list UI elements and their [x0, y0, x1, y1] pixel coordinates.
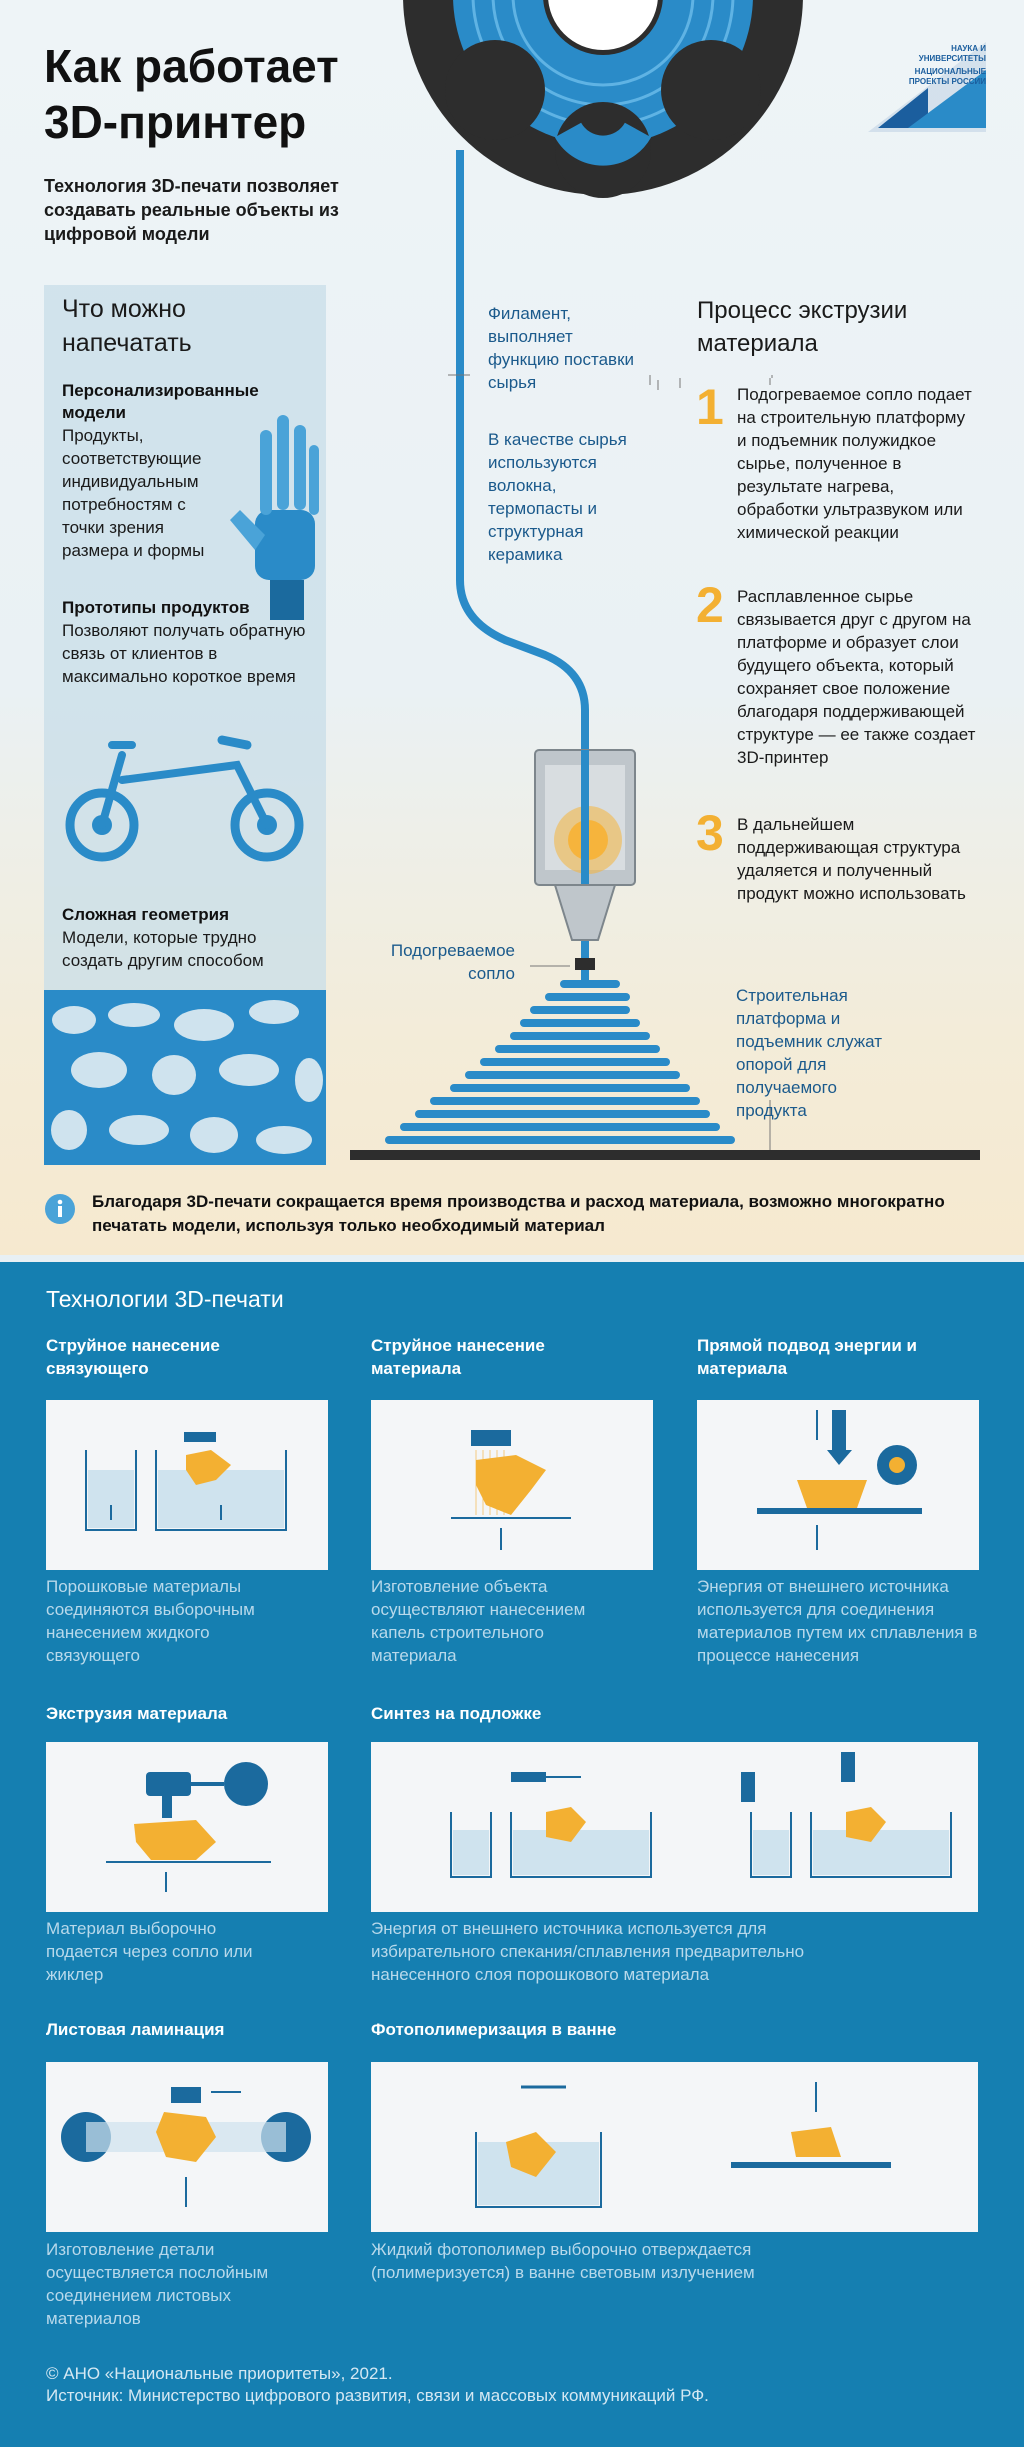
powder-bed-fusion-diagram	[371, 1742, 978, 1912]
page-title: Как работает 3D-принтер	[44, 40, 339, 148]
logo-line-1: НАУКА И УНИВЕРСИТЕТЫ	[918, 44, 986, 63]
tech-desc-1: Порошковые материалы соединяются выборочным нанесением жидкого связующего	[46, 1577, 255, 1665]
tech-desc-7: Жидкий фотополимер выборочно отверждается (полимеризуется) в ванне световым излучением	[371, 2240, 755, 2282]
binder-jetting-diagram	[46, 1400, 328, 1570]
printable-text: Позволяют получать обратную связь от клиентов в максимально короткое время	[62, 621, 306, 686]
tech-title-3: Прямой подвод энергии и материала	[697, 1336, 917, 1378]
tech-title-4: Экструзия материала	[46, 1704, 228, 1723]
step-number: 2	[696, 577, 724, 633]
printable-item-3	[62, 904, 317, 972]
step-number: 1	[696, 379, 724, 435]
material-jetting-diagram	[371, 1400, 653, 1570]
tech-desc-4: Материал выборочно подается через сопло или жиклер	[46, 1919, 253, 1984]
footer	[46, 2363, 1006, 2407]
materials-label: В качестве сырья используются волокна, термопасты и структурная керамика	[488, 430, 627, 564]
tech-desc-5: Энергия от внешнего источника используется для избирательного спекания/сплавления предварительно нанесенного слоя порошкового материала	[371, 1919, 805, 1984]
tech-desc-2: Изготовление объекта осуществляют нанесением капель строительного материала	[371, 1577, 586, 1665]
tech-card-6	[46, 2062, 328, 2232]
printable-heading: Прототипы продуктов	[62, 598, 250, 617]
process-step-1: Подогреваемое сопло подает на строительную платформу и подъемник полужидкое сырье, полученное в результате нагрева, обработки ультразвуком или химической реакции	[737, 385, 972, 542]
tech-title-1: Струйное нанесение связующего	[46, 1336, 220, 1378]
printable-text: Модели, которые трудно создать другим способом	[62, 928, 264, 970]
tech-title-7: Фотополимеризация в ванне	[371, 2020, 617, 2039]
printable-heading: Сложная геометрия	[62, 905, 230, 924]
nozzle-label: Подогреваемое сопло	[390, 941, 515, 983]
tech-title-2: Струйное нанесение материала	[371, 1336, 545, 1378]
process-title: Процесс экструзии материала	[697, 297, 908, 357]
footer-copyright: © АНО «Национальные приоритеты», 2021.	[46, 2364, 393, 2383]
tech-card-2	[371, 1400, 653, 1570]
process-step-2: Расплавленное сырье связывается друг с другом на платформе и образует слои будущего объекта, который сохраняет свое положение благодаря поддерживающей структуре — ее также создает 3D-принтер	[737, 587, 976, 767]
tech-desc-6: Изготовление детали осуществляется послойным соединением листовых материалов	[46, 2240, 269, 2328]
step-number: 3	[696, 805, 724, 861]
printables-title: Что можно напечатать	[62, 295, 192, 357]
tech-card-3	[697, 1400, 979, 1570]
process-step-3: В дальнейшем поддерживающая структура удаляется и полученный продукт можно использовать	[737, 815, 966, 903]
printable-heading: Персонализированные модели	[62, 381, 259, 422]
tech-title-6: Листовая ламинация	[46, 2020, 225, 2039]
info-icon	[45, 1194, 75, 1224]
tech-card-1	[46, 1400, 328, 1570]
printed-layers	[385, 980, 735, 1144]
tech-title-5: Синтез на подложке	[371, 1704, 542, 1723]
filament-label: Филамент, выполняет функцию поставки сырья	[488, 304, 635, 392]
extrusion-diagram	[46, 1742, 328, 1912]
tech-card-4	[46, 1742, 328, 1912]
footer-source: Источник: Министерство цифрового развития, связи и массовых коммуникаций РФ.	[46, 2386, 709, 2405]
printable-text: Продукты, соответствующие индивидуальным потребностям с точки зрения размера и формы	[62, 426, 205, 560]
tech-card-7	[371, 2062, 978, 2232]
tech-card-5	[371, 1742, 978, 1912]
note-text: Благодаря 3D-печати сокращается время производства и расход материала, возможно многократно печатать модели, используя только необходимый материал	[92, 1192, 945, 1235]
platform-label: Строительная платформа и подъемник служат опорой для получаемого продукта	[736, 986, 882, 1120]
lattice-geometry-icon	[44, 990, 326, 1165]
printable-item-2	[62, 597, 317, 688]
technologies-title: Технологии 3D-печати	[46, 1286, 284, 1312]
vat-photopolymerization-diagram	[371, 2062, 978, 2232]
tech-desc-3: Энергия от внешнего источника используется для соединения материалов путем их сплавления в процессе нанесения	[697, 1577, 978, 1665]
bicycle-icon	[62, 720, 307, 870]
page-subtitle: Технология 3D-печати позволяет создавать реальные объекты из цифровой модели	[44, 176, 339, 244]
directed-energy-diagram	[697, 1400, 979, 1570]
sheet-lamination-diagram	[46, 2062, 328, 2232]
logo-caption	[890, 44, 986, 87]
logo-line-2: НАЦИОНАЛЬНЫЕ ПРОЕКТЫ РОССИИ	[908, 67, 986, 86]
